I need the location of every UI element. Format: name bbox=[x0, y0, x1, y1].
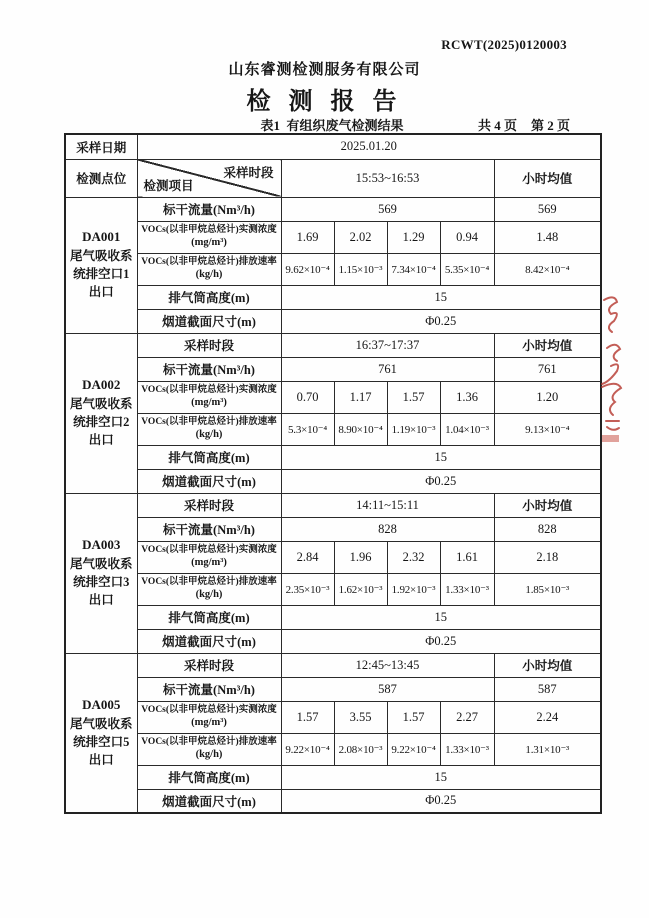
rate-value: 2.35×10⁻³ bbox=[281, 573, 334, 605]
monitoring-point bbox=[65, 653, 137, 813]
conc-value: 2.27 bbox=[440, 701, 494, 733]
conc-avg: 1.20 bbox=[494, 381, 601, 413]
period-label: 采样时段 bbox=[137, 653, 281, 677]
flow-avg: 761 bbox=[494, 357, 601, 381]
flow-value: 761 bbox=[281, 357, 494, 381]
period-value: 12:45~13:45 bbox=[281, 653, 494, 677]
conc-avg: 2.24 bbox=[494, 701, 601, 733]
table-row bbox=[65, 333, 601, 357]
stack-height-value: 15 bbox=[281, 605, 601, 629]
conc-value: 1.61 bbox=[440, 541, 494, 573]
conc-value: 2.02 bbox=[334, 221, 387, 253]
flow-avg: 828 bbox=[494, 517, 601, 541]
hour-avg-label: 小时均值 bbox=[494, 159, 601, 197]
conc-avg: 2.18 bbox=[494, 541, 601, 573]
hour-avg-label: 小时均值 bbox=[494, 653, 601, 677]
rate-value: 9.22×10⁻⁴ bbox=[387, 733, 440, 765]
table-row bbox=[65, 357, 601, 381]
monitoring-point bbox=[65, 333, 137, 493]
rate-value: 1.92×10⁻³ bbox=[387, 573, 440, 605]
flow-label: 标干流量(Nm³/h) bbox=[137, 677, 281, 701]
flow-label: 标干流量(Nm³/h) bbox=[137, 357, 281, 381]
red-handwriting-marks bbox=[590, 290, 638, 455]
table-row bbox=[65, 677, 601, 701]
table-row bbox=[65, 605, 601, 629]
flow-avg: 569 bbox=[494, 197, 601, 221]
point-column-label: 检测点位 bbox=[65, 159, 137, 197]
conc-value: 1.57 bbox=[387, 381, 440, 413]
rate-value: 1.62×10⁻³ bbox=[334, 573, 387, 605]
table-row bbox=[65, 573, 601, 605]
point-code: DA005 bbox=[82, 697, 121, 713]
duct-size-label: 烟道截面尺寸(m) bbox=[137, 469, 281, 493]
period-label: 采样时段 bbox=[137, 493, 281, 517]
stack-height-label: 排气筒高度(m) bbox=[137, 285, 281, 309]
point-name: 尾气吸收系统排空口1出口 bbox=[69, 249, 133, 300]
table-row bbox=[65, 541, 601, 573]
company-name: 山东睿测检测服务有限公司 bbox=[228, 62, 421, 78]
table-row bbox=[65, 221, 601, 253]
diagonal-bottom-label: 检测项目 bbox=[143, 178, 194, 193]
diagonal-top-label: 采样时段 bbox=[223, 165, 274, 180]
rate-label: VOCs(以非甲烷总烃计)排放速率 (kg/h) bbox=[137, 733, 281, 765]
conc-label: VOCs(以非甲烷总烃计)实测浓度 (mg/m³) bbox=[137, 541, 281, 573]
rate-label: VOCs(以非甲烷总烃计)排放速率 (kg/h) bbox=[137, 573, 281, 605]
table-row bbox=[65, 469, 601, 493]
conc-value: 0.94 bbox=[440, 221, 494, 253]
conc-value: 1.69 bbox=[281, 221, 334, 253]
point-code: DA002 bbox=[82, 377, 121, 393]
duct-size-label: 烟道截面尺寸(m) bbox=[137, 629, 281, 653]
rate-value: 1.33×10⁻³ bbox=[440, 733, 494, 765]
table-row bbox=[65, 253, 601, 285]
table-row bbox=[65, 629, 601, 653]
table-row bbox=[65, 789, 601, 813]
page-info bbox=[464, 115, 570, 134]
period-value: 15:53~16:53 bbox=[281, 159, 494, 197]
table-row bbox=[65, 413, 601, 445]
conc-avg: 1.48 bbox=[494, 221, 601, 253]
point-name: 尾气吸收系统排空口3出口 bbox=[69, 557, 133, 608]
conc-value: 3.55 bbox=[334, 701, 387, 733]
duct-size-value: Φ0.25 bbox=[281, 789, 601, 813]
conc-value: 1.36 bbox=[440, 381, 494, 413]
table-row bbox=[65, 445, 601, 469]
conc-value: 2.32 bbox=[387, 541, 440, 573]
report-number: RCWT(2025)0120003 bbox=[441, 37, 567, 52]
rate-label: VOCs(以非甲烷总烃计)排放速率 (kg/h) bbox=[137, 413, 281, 445]
conc-label: VOCs(以非甲烷总烃计)实测浓度 (mg/m³) bbox=[137, 381, 281, 413]
duct-size-value: Φ0.25 bbox=[281, 309, 601, 333]
rate-avg: 9.13×10⁻⁴ bbox=[494, 413, 601, 445]
hour-avg-label: 小时均值 bbox=[494, 493, 601, 517]
table-caption: 表1 有组织废气检测结果 bbox=[260, 118, 404, 133]
monitoring-point bbox=[65, 493, 137, 653]
rate-value: 5.3×10⁻⁴ bbox=[281, 413, 334, 445]
point-code: DA001 bbox=[82, 229, 121, 245]
table-row bbox=[65, 381, 601, 413]
table-row bbox=[65, 653, 601, 677]
rate-value: 2.08×10⁻³ bbox=[334, 733, 387, 765]
rate-value: 1.33×10⁻³ bbox=[440, 573, 494, 605]
period-label: 采样时段 bbox=[137, 333, 281, 357]
point-name: 尾气吸收系统排空口5出口 bbox=[69, 716, 133, 768]
conc-label: VOCs(以非甲烷总烃计)实测浓度 (mg/m³) bbox=[137, 221, 281, 253]
rate-avg: 1.31×10⁻³ bbox=[494, 733, 601, 765]
table-row bbox=[65, 159, 601, 197]
stack-height-label: 排气筒高度(m) bbox=[137, 765, 281, 789]
pages-total: 共 4 页 bbox=[477, 118, 517, 133]
table-row bbox=[65, 765, 601, 789]
page-current: 第 2 页 bbox=[530, 118, 570, 133]
rate-value: 5.35×10⁻⁴ bbox=[440, 253, 494, 285]
report-title: 检 测 报 告 bbox=[246, 89, 403, 115]
rate-value: 1.15×10⁻³ bbox=[334, 253, 387, 285]
rate-value: 1.19×10⁻³ bbox=[387, 413, 440, 445]
flow-label: 标干流量(Nm³/h) bbox=[137, 197, 281, 221]
period-value: 14:11~15:11 bbox=[281, 493, 494, 517]
flow-value: 569 bbox=[281, 197, 494, 221]
stack-height-value: 15 bbox=[281, 285, 601, 309]
table-row bbox=[65, 285, 601, 309]
flow-value: 587 bbox=[281, 677, 494, 701]
table-row bbox=[65, 733, 601, 765]
conc-value: 1.29 bbox=[387, 221, 440, 253]
conc-label: VOCs(以非甲烷总烃计)实测浓度 (mg/m³) bbox=[137, 701, 281, 733]
rate-label: VOCs(以非甲烷总烃计)排放速率 (kg/h) bbox=[137, 253, 281, 285]
stack-height-label: 排气筒高度(m) bbox=[137, 445, 281, 469]
table-row bbox=[65, 517, 601, 541]
stack-height-label: 排气筒高度(m) bbox=[137, 605, 281, 629]
table-row bbox=[65, 197, 601, 221]
duct-size-label: 烟道截面尺寸(m) bbox=[137, 309, 281, 333]
rate-value: 8.90×10⁻⁴ bbox=[334, 413, 387, 445]
flow-label: 标干流量(Nm³/h) bbox=[137, 517, 281, 541]
flow-value: 828 bbox=[281, 517, 494, 541]
rate-avg: 1.85×10⁻³ bbox=[494, 573, 601, 605]
table-row bbox=[65, 134, 601, 159]
rate-value: 9.62×10⁻⁴ bbox=[281, 253, 334, 285]
duct-size-value: Φ0.25 bbox=[281, 629, 601, 653]
stack-height-value: 15 bbox=[281, 445, 601, 469]
rate-avg: 8.42×10⁻⁴ bbox=[494, 253, 601, 285]
conc-value: 1.17 bbox=[334, 381, 387, 413]
table-caption-row bbox=[64, 115, 600, 131]
rate-value: 7.34×10⁻⁴ bbox=[387, 253, 440, 285]
hour-avg-label: 小时均值 bbox=[494, 333, 601, 357]
point-name: 尾气吸收系统排空口2出口 bbox=[69, 397, 133, 448]
sampling-date-label: 采样日期 bbox=[65, 134, 137, 159]
conc-value: 1.57 bbox=[281, 701, 334, 733]
period-value: 16:37~17:37 bbox=[281, 333, 494, 357]
duct-size-label: 烟道截面尺寸(m) bbox=[137, 789, 281, 813]
diagonal-header-cell bbox=[137, 159, 281, 197]
rate-value: 9.22×10⁻⁴ bbox=[281, 733, 334, 765]
sampling-date-value: 2025.01.20 bbox=[137, 134, 601, 159]
table-row bbox=[65, 701, 601, 733]
stack-height-value: 15 bbox=[281, 765, 601, 789]
conc-value: 0.70 bbox=[281, 381, 334, 413]
duct-size-value: Φ0.25 bbox=[281, 469, 601, 493]
conc-value: 1.96 bbox=[334, 541, 387, 573]
rate-value: 1.04×10⁻³ bbox=[440, 413, 494, 445]
conc-value: 2.84 bbox=[281, 541, 334, 573]
point-code: DA003 bbox=[82, 537, 121, 553]
conc-value: 1.57 bbox=[387, 701, 440, 733]
flow-avg: 587 bbox=[494, 677, 601, 701]
table-row bbox=[65, 309, 601, 333]
monitoring-point bbox=[65, 197, 137, 333]
table-row bbox=[65, 493, 601, 517]
results-table bbox=[64, 133, 602, 814]
